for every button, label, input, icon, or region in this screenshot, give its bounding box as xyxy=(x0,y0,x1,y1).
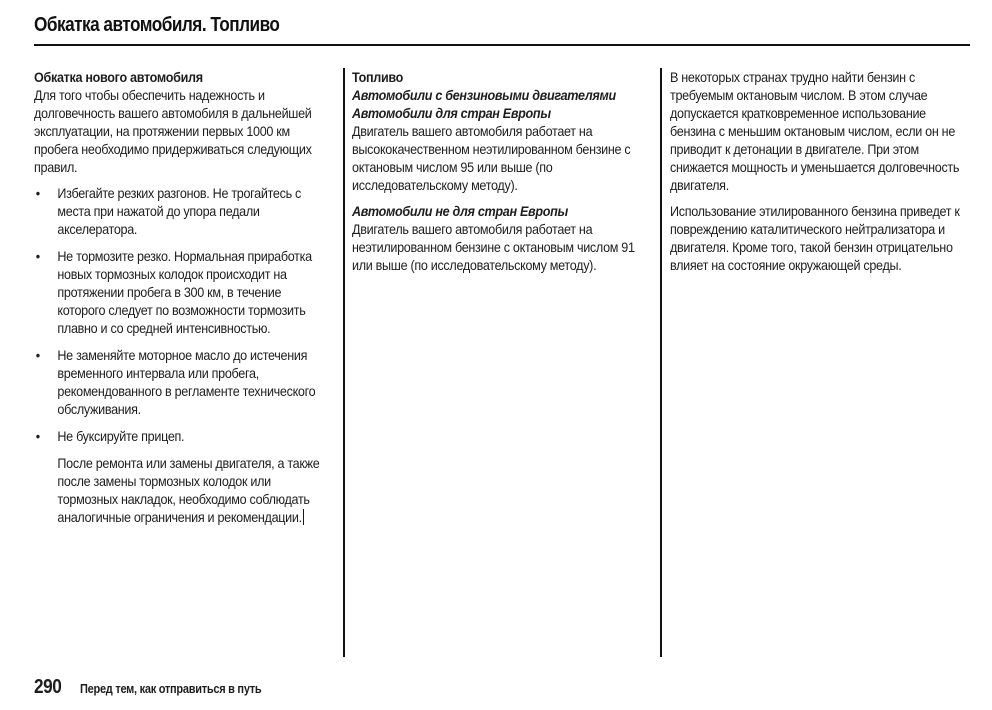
low-octane-paragraph: В некоторых странах трудно найти бензин с требуемым октановым числом. В этом случае допускается кратковременное использование бензина с меньшим октановым числом, если он не приводит к детонации в двигателе. При этом снижается мощность и уменьшается долговечность двигателя. xyxy=(670,69,960,193)
list-item: • Не заменяйте моторное масло до истечения временного интервала или пробега, рекомендованного в регламенте технического обслуживания. xyxy=(35,347,316,417)
break-in-heading: Обкатка нового автомобиля xyxy=(34,69,203,85)
leaded-fuel-paragraph: Использование этилированного бензина приведет к повреждению каталитического нейтрализатора и двигателя. Кроме того, такой бензин отрицательно влияет на состояние окружающей среды. xyxy=(670,203,960,273)
europe-heading: Автомобили для стран Европы xyxy=(352,105,551,121)
break-in-rules-list xyxy=(34,184,331,445)
bullet-icon: • xyxy=(35,428,40,444)
fuel-heading: Топливо xyxy=(352,69,404,85)
list-item: • Не буксируйте прицеп. xyxy=(35,428,185,444)
europe-text: Двигатель вашего автомобиля работает на высококачественном неэтилированном бензине с октановым числом 95 или выше (по исследовательскому методу). xyxy=(352,123,631,193)
page-number: 290 xyxy=(34,676,62,698)
bullet-icon: • xyxy=(35,185,40,201)
break-in-note[interactable]: После ремонта или замены двигателя, а также после замены тормозных колодок или тормозных накладок, необходимо соблюдать аналогичные ограничения и рекомендации. xyxy=(57,455,320,525)
non-europe-text: Двигатель вашего автомобиля работает на неэтилированном бензине с октановым числом 91 или выше (по исследовательскому методу). xyxy=(352,221,635,273)
page-title: Обкатка автомобиля. Топливо xyxy=(34,14,280,36)
gasoline-engines-subheading: Автомобили с бензиновыми двигателями xyxy=(352,87,616,103)
page-footer xyxy=(34,676,286,699)
section-name: Перед тем, как отправиться в путь xyxy=(79,682,262,696)
bullet-icon: • xyxy=(35,347,40,363)
list-item: • Не тормозите резко. Нормальная приработка новых тормозных колодок происходит на протяжении пробега в 300 км, в течение которого следует по возможности тормозить плавно и со средней интенсивностью. xyxy=(35,248,312,336)
break-in-intro: Для того чтобы обеспечить надежность и долговечность вашего автомобиля в дальнейшей эксплуатации, на протяжении первых 1000 км пробега необходимо придерживаться следующих правил. xyxy=(34,87,312,175)
non-europe-heading: Автомобили не для стран Европы xyxy=(352,203,568,219)
text-cursor xyxy=(303,509,304,525)
column-fuel xyxy=(352,68,687,274)
title-rule xyxy=(34,44,970,46)
bullet-icon: • xyxy=(35,248,40,264)
column-fuel-notes xyxy=(670,68,992,274)
list-item: • Избегайте резких разгонов. Не трогайтесь с места при нажатой до упора педали акселератора. xyxy=(35,185,302,237)
column-break-in xyxy=(34,68,364,526)
